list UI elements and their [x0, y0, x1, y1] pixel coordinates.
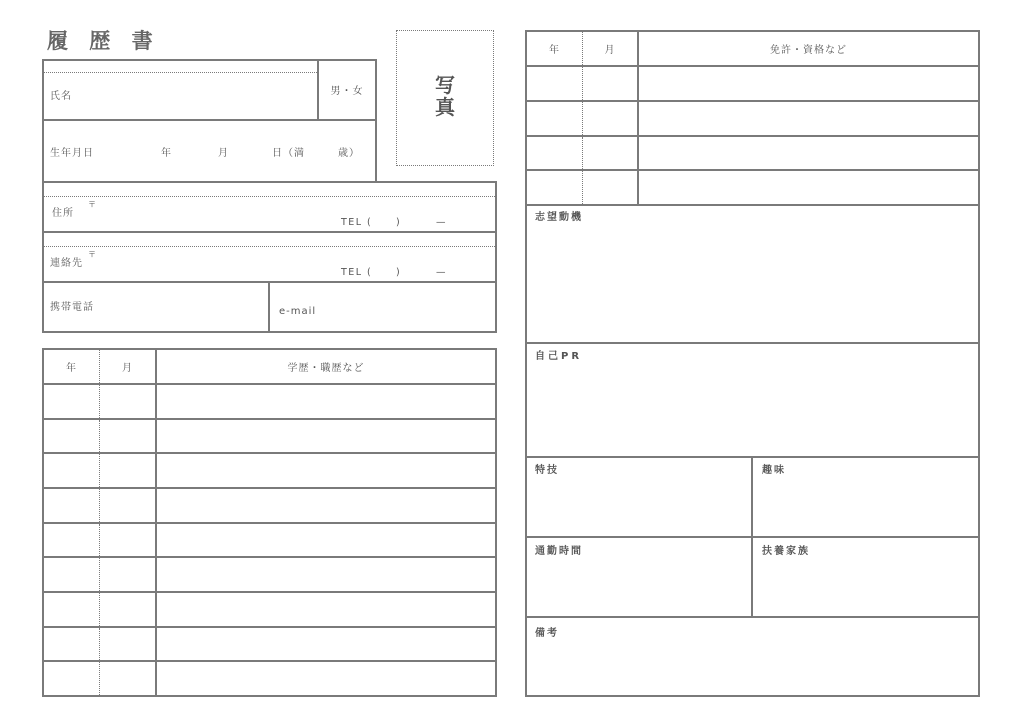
- history-month-cell[interactable]: [100, 662, 157, 695]
- history-row: [44, 418, 495, 453]
- license-detail-cell[interactable]: [639, 102, 978, 135]
- history-year-cell[interactable]: [44, 454, 100, 487]
- age-suffix-label: 歳）: [338, 148, 360, 159]
- history-row: [44, 522, 495, 557]
- postal-mark-icon: 〒: [88, 200, 96, 209]
- license-row: [527, 135, 978, 170]
- history-month-cell[interactable]: [100, 454, 157, 487]
- history-month-header: 月: [100, 350, 157, 383]
- motivation-label: 志望動機: [535, 212, 583, 223]
- history-year-cell[interactable]: [44, 662, 100, 695]
- hobbies-section[interactable]: [753, 458, 978, 536]
- history-detail-cell[interactable]: [157, 558, 495, 591]
- history-table: [42, 348, 497, 697]
- furigana-line: [44, 72, 317, 73]
- license-row: [527, 65, 978, 100]
- birth-date-label: 生年月日: [50, 148, 94, 159]
- birth-day-age-label: 日（満: [272, 148, 305, 159]
- birth-year-unit: 年: [161, 148, 172, 159]
- history-row: [44, 626, 495, 661]
- history-month-cell[interactable]: [100, 385, 157, 418]
- license-rows: [527, 65, 978, 204]
- skills-section[interactable]: [527, 458, 753, 536]
- history-year-cell[interactable]: [44, 524, 100, 557]
- address-label: 住所: [52, 208, 74, 219]
- birth-month-unit: 月: [218, 148, 229, 159]
- history-month-cell[interactable]: [100, 593, 157, 626]
- skills-label: 特技: [535, 465, 559, 476]
- history-rows: [44, 383, 495, 695]
- history-year-cell[interactable]: [44, 420, 100, 453]
- birth-date-field[interactable]: [44, 121, 375, 181]
- email-label: e-mail: [279, 306, 317, 317]
- name-birth-box: [42, 59, 377, 183]
- contact-furigana-line: [44, 246, 495, 247]
- contact-address-field[interactable]: [44, 233, 495, 283]
- license-month-cell[interactable]: [583, 137, 639, 170]
- name-label: 氏名: [50, 91, 72, 102]
- license-year-cell[interactable]: [527, 171, 583, 204]
- license-month-cell[interactable]: [583, 171, 639, 204]
- resume-title: 履 歴 書: [47, 29, 160, 53]
- license-table-header: [527, 32, 978, 65]
- self-pr-section[interactable]: [527, 342, 978, 456]
- remarks-label: 備考: [535, 628, 559, 639]
- license-month-header: 月: [583, 32, 639, 65]
- history-row: [44, 487, 495, 522]
- history-detail-cell[interactable]: [157, 454, 495, 487]
- contact-postal-mark-icon: 〒: [88, 250, 96, 259]
- contact-address-label: 連絡先: [50, 258, 83, 269]
- self-pr-label: 自己PR: [535, 351, 583, 362]
- gender-field[interactable]: [319, 61, 375, 119]
- contact-tel-open-paren: (: [367, 267, 373, 278]
- history-year-cell[interactable]: [44, 489, 100, 522]
- history-detail-cell[interactable]: [157, 662, 495, 695]
- history-detail-cell[interactable]: [157, 524, 495, 557]
- mobile-label: 携帯電話: [50, 302, 94, 313]
- photo-label-line1: 写: [435, 73, 455, 97]
- right-column: [525, 30, 980, 697]
- address-box: [42, 181, 497, 333]
- history-month-cell[interactable]: [100, 524, 157, 557]
- history-month-cell[interactable]: [100, 558, 157, 591]
- license-detail-cell[interactable]: [639, 137, 978, 170]
- history-detail-cell[interactable]: [157, 489, 495, 522]
- history-year-cell[interactable]: [44, 385, 100, 418]
- address-furigana-line: [44, 196, 495, 197]
- license-detail-cell[interactable]: [639, 171, 978, 204]
- dependents-label: 扶養家族: [762, 546, 810, 557]
- address-tel-close-paren: ): [396, 217, 402, 228]
- history-month-cell[interactable]: [100, 628, 157, 661]
- mobile-email-row: [44, 283, 495, 331]
- history-year-cell[interactable]: [44, 558, 100, 591]
- history-detail-cell[interactable]: [157, 420, 495, 453]
- address-tel-dash: —: [436, 217, 447, 228]
- mobile-field[interactable]: [44, 283, 270, 331]
- history-detail-cell[interactable]: [157, 593, 495, 626]
- license-detail-header: 免許・資格など: [770, 45, 847, 56]
- commute-label: 通勤時間: [535, 546, 583, 557]
- skills-hobbies-row: [527, 456, 978, 536]
- license-month-cell[interactable]: [583, 102, 639, 135]
- license-year-cell[interactable]: [527, 67, 583, 100]
- dependents-section[interactable]: [753, 538, 978, 616]
- commute-section[interactable]: [527, 538, 753, 616]
- address-field[interactable]: [44, 183, 495, 233]
- commute-dependents-row: [527, 536, 978, 616]
- history-year-header: 年: [44, 350, 100, 383]
- license-row: [527, 100, 978, 135]
- history-row: [44, 452, 495, 487]
- hobbies-label: 趣味: [762, 465, 786, 476]
- address-tel-open-paren: (: [367, 217, 373, 228]
- name-field[interactable]: [44, 61, 319, 119]
- photo-label: [397, 74, 493, 118]
- photo-label-line2: 真: [435, 95, 455, 119]
- motivation-section[interactable]: [527, 204, 978, 342]
- license-year-header: 年: [527, 32, 583, 65]
- remarks-section[interactable]: [527, 616, 978, 695]
- email-field[interactable]: [270, 283, 495, 331]
- history-year-cell[interactable]: [44, 593, 100, 626]
- gender-label: 男・女: [330, 85, 364, 97]
- license-year-cell[interactable]: [527, 137, 583, 170]
- history-month-cell[interactable]: [100, 489, 157, 522]
- name-row: [44, 61, 375, 121]
- address-tel-label: TEL: [341, 217, 363, 228]
- history-detail-cell[interactable]: [157, 628, 495, 661]
- history-row: [44, 383, 495, 418]
- history-detail-cell[interactable]: [157, 385, 495, 418]
- history-row: [44, 660, 495, 695]
- license-row: [527, 169, 978, 204]
- license-month-cell[interactable]: [583, 67, 639, 100]
- photo-box[interactable]: [396, 30, 494, 166]
- history-month-cell[interactable]: [100, 420, 157, 453]
- contact-tel-close-paren: ): [396, 267, 402, 278]
- history-table-header: [44, 350, 495, 383]
- history-row: [44, 556, 495, 591]
- license-detail-cell[interactable]: [639, 67, 978, 100]
- history-row: [44, 591, 495, 626]
- history-detail-header: 学歴・職歴など: [287, 363, 365, 374]
- license-year-cell[interactable]: [527, 102, 583, 135]
- history-year-cell[interactable]: [44, 628, 100, 661]
- contact-tel-label: TEL: [341, 267, 363, 278]
- contact-tel-dash: —: [436, 267, 447, 278]
